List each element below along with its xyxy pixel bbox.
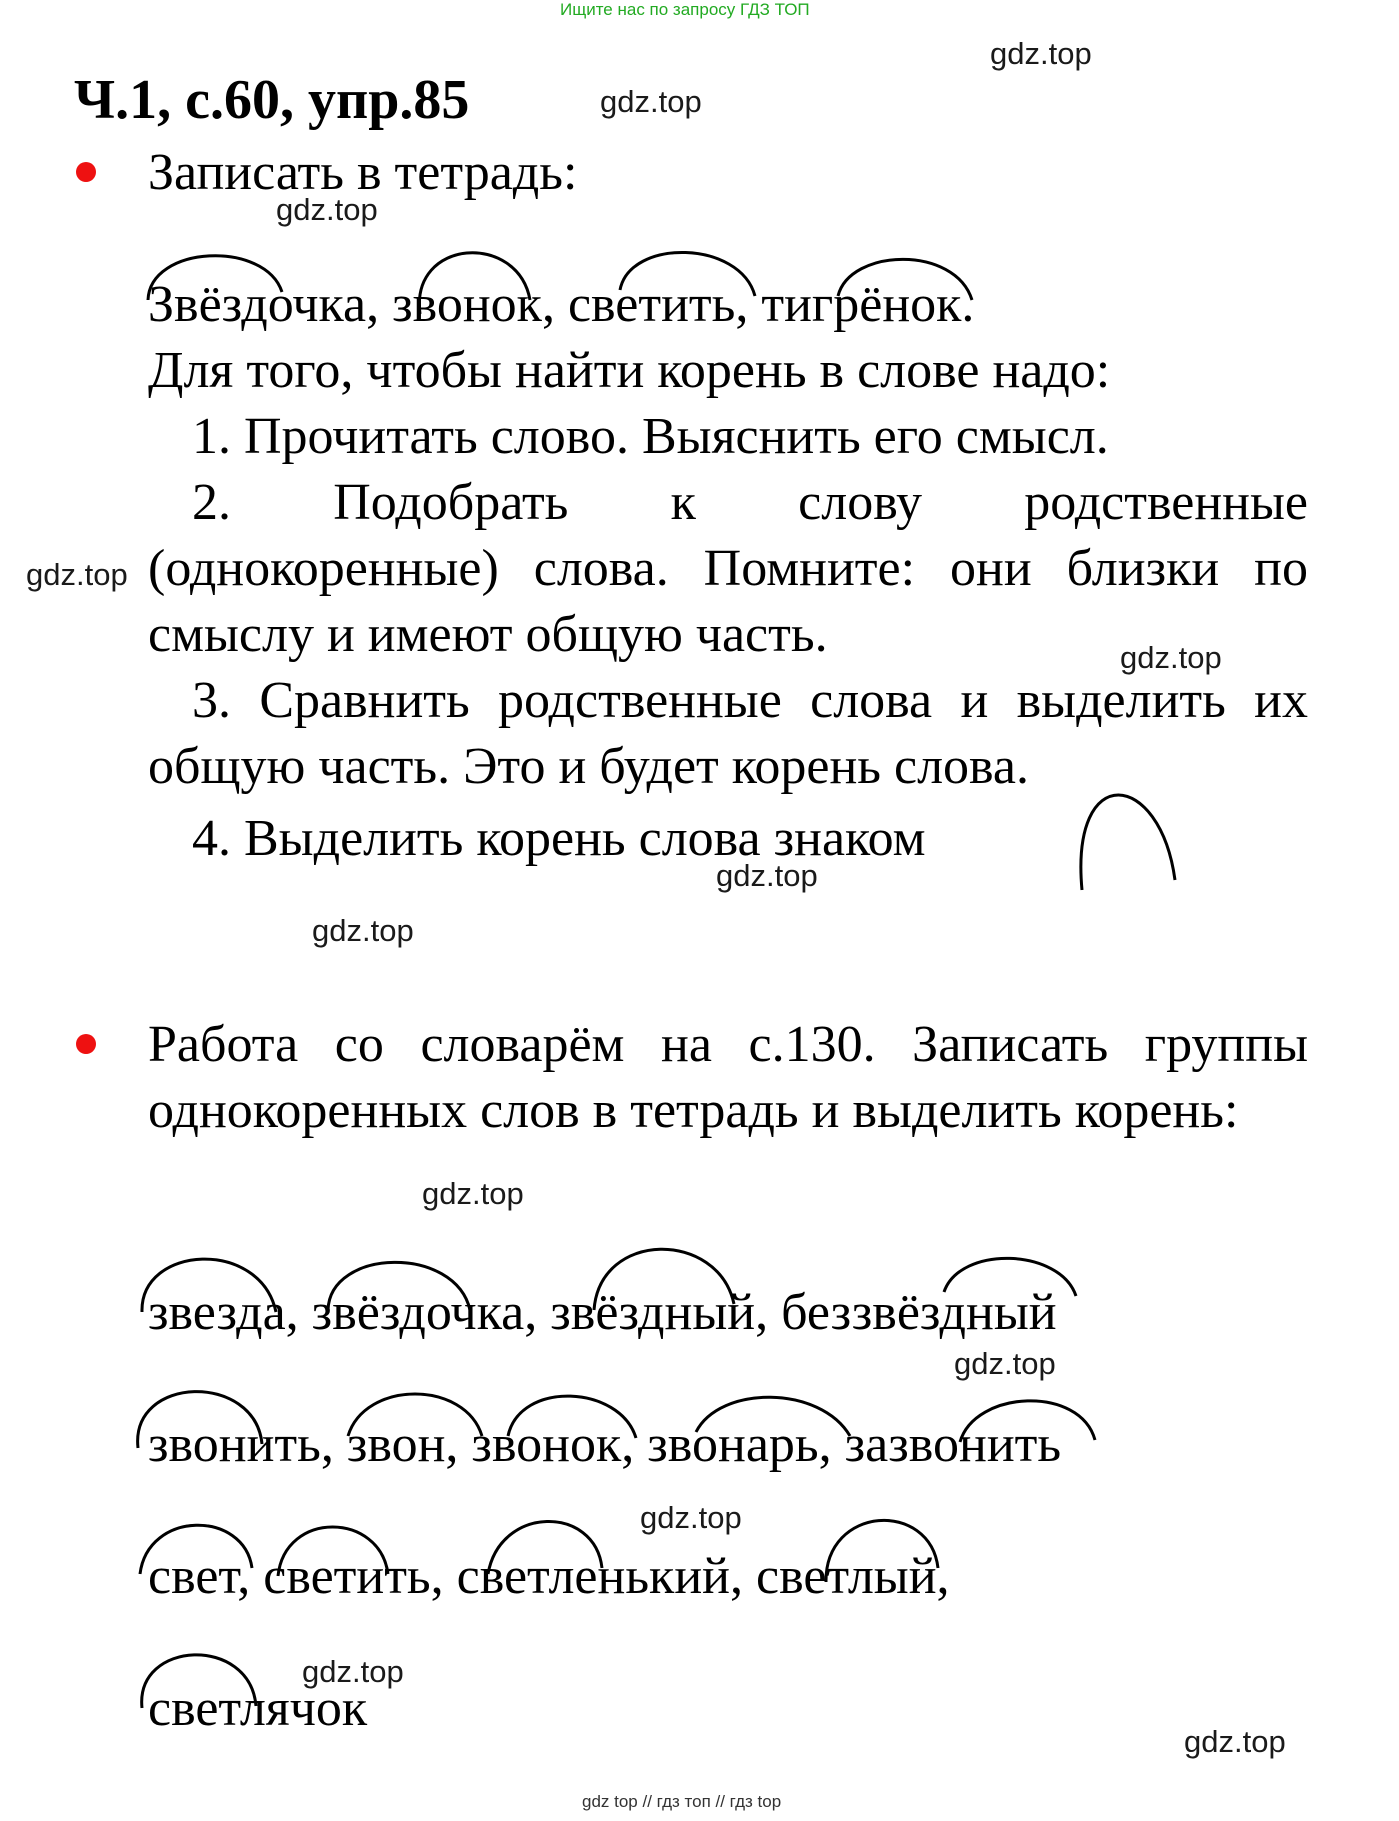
word: беззвёздный (781, 1284, 1057, 1341)
word: звёздочка, (311, 1284, 538, 1341)
watermark: gdz.top (600, 84, 702, 119)
word-group-2 (148, 1412, 1061, 1478)
word: светленький, (456, 1548, 743, 1605)
top-banner: Ищите нас по запросу ГДЗ ТОП (560, 0, 810, 19)
word: звёздный, (550, 1284, 769, 1341)
word-group-4 (148, 1676, 367, 1742)
word: светлый, (755, 1548, 950, 1605)
watermark: gdz.top (422, 1176, 524, 1211)
bullet-marker (76, 162, 96, 182)
word: тигрёнок. (761, 276, 975, 333)
bullet-marker (76, 1034, 96, 1054)
section1-instruction: Записать в тетрадь: (148, 144, 578, 201)
step-2: 2. Подобрать к слову родственные (однокоренные) слова. Помните: они близки по смыслу и имеют общую часть. (148, 474, 1308, 663)
watermark: gdz.top (990, 36, 1092, 71)
section1-word-row (148, 272, 974, 338)
section1-intro: Для того, чтобы найти корень в слове надо: (148, 342, 1111, 399)
word-group-1 (148, 1280, 1057, 1346)
watermark: gdz.top (302, 1654, 404, 1689)
word: звонок, (471, 1416, 635, 1473)
word: светить, (263, 1548, 444, 1605)
watermark: gdz.top (716, 858, 818, 893)
word: светить, (567, 276, 749, 333)
word: свет, (148, 1548, 251, 1605)
footer-text: gdz top // гдз топ // гдз top (582, 1792, 782, 1811)
word: зазвонить (844, 1416, 1062, 1473)
page-title: Ч.1, с.60, упр.85 (74, 69, 470, 131)
word: Звёздочка, (148, 276, 380, 333)
step-3: 3. Сравнить родственные слова и выделить их общую часть. Это и будет корень слова. (148, 672, 1308, 795)
root-sign-icon (1081, 795, 1175, 890)
section2-instruction: Работа со словарём на с.130. Записать группы однокоренных слов в тетрадь и выделить корень: (148, 1016, 1308, 1139)
step-4: 4. Выделить корень слова знаком (192, 810, 926, 867)
watermark: gdz.top (1184, 1724, 1286, 1759)
word: звонок, (392, 276, 555, 333)
watermark: gdz.top (954, 1346, 1056, 1381)
watermark: gdz.top (312, 913, 414, 948)
word-group-3 (148, 1544, 950, 1610)
word: светлячок (148, 1680, 368, 1737)
word: звезда, (148, 1284, 299, 1341)
watermark: gdz.top (276, 192, 378, 227)
word: звонарь, (647, 1416, 832, 1473)
step-1: 1. Прочитать слово. Выяснить его смысл. (192, 408, 1109, 465)
watermark: gdz.top (640, 1500, 742, 1535)
watermark: gdz.top (1120, 640, 1222, 675)
watermark: gdz.top (26, 557, 128, 592)
word: звон, (346, 1416, 459, 1473)
word: звонить, (148, 1416, 334, 1473)
